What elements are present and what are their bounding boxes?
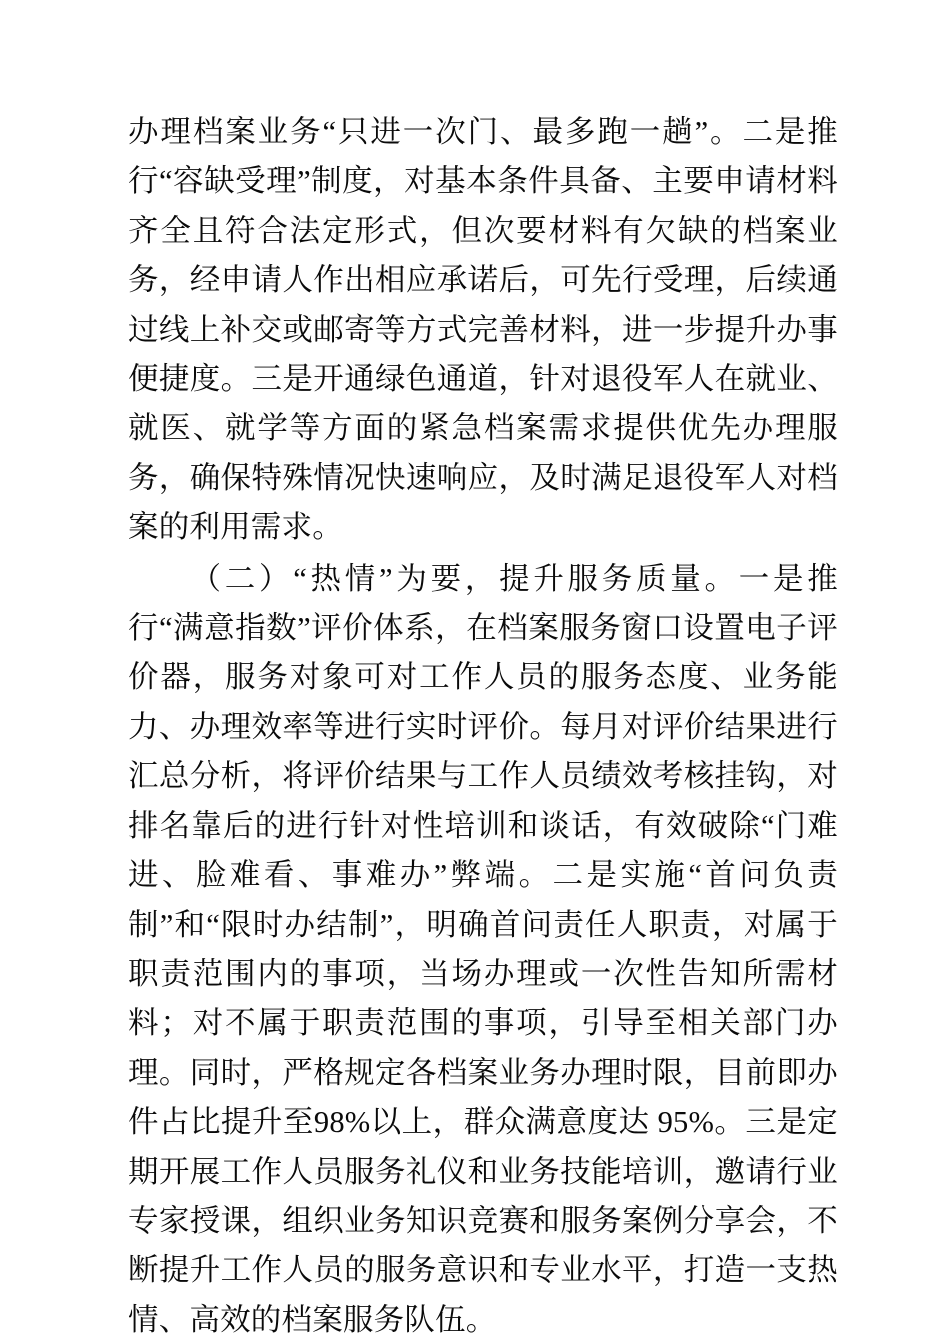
paragraph-2: （二）“热情”为要，提升服务质量。一是推行“满意指数”评价体系，在档案服务窗口设置电子评价器，服务对象可对工作人员的服务态度、业务能力、办理效率等进行实时评价。每月对评价结果进行汇总分析，将评价结果与工作人员绩效考核挂钩，对排名靠后的进行针对性培训和谈话，有效破除“门难进、脸难看、事难办”弊端。二是实施“首问负责制”和“限时办结制”，明确首问责任人职责，对属于职责范围内的事项，当场办理或一次性告知所需材料；对不属于职责范围的事项，引导至相关部门办理。同时，严格规定各档案业务办理时限，目前即办件占比提升至98%以上，群众满意度达 95%。三是定期开展工作人员服务礼仪和业务技能培训，邀请行业专家授课，组织业务知识竞赛和服务案例分享会，不断提升工作人员的服务意识和专业水平，打造一支热情、高效的档案服务队伍。 [128,561,838,1337]
document-body [128,108,838,1344]
paragraph-1: 办理档案业务“只进一次门、最多跑一趟”。二是推行“容缺受理”制度，对基本条件具备、主要申请材料齐全且符合法定形式，但次要材料有欠缺的档案业务，经申请人作出相应承诺后，可先行受理，后续通过线上补交或邮寄等方式完善材料，进一步提升办事便捷度。三是开通绿色通道，针对退役军人在就业、就医、就学等方面的紧急档案需求提供优先办理服务，确保特殊情况快速响应，及时满足退役军人对档案的利用需求。 [128,115,838,545]
